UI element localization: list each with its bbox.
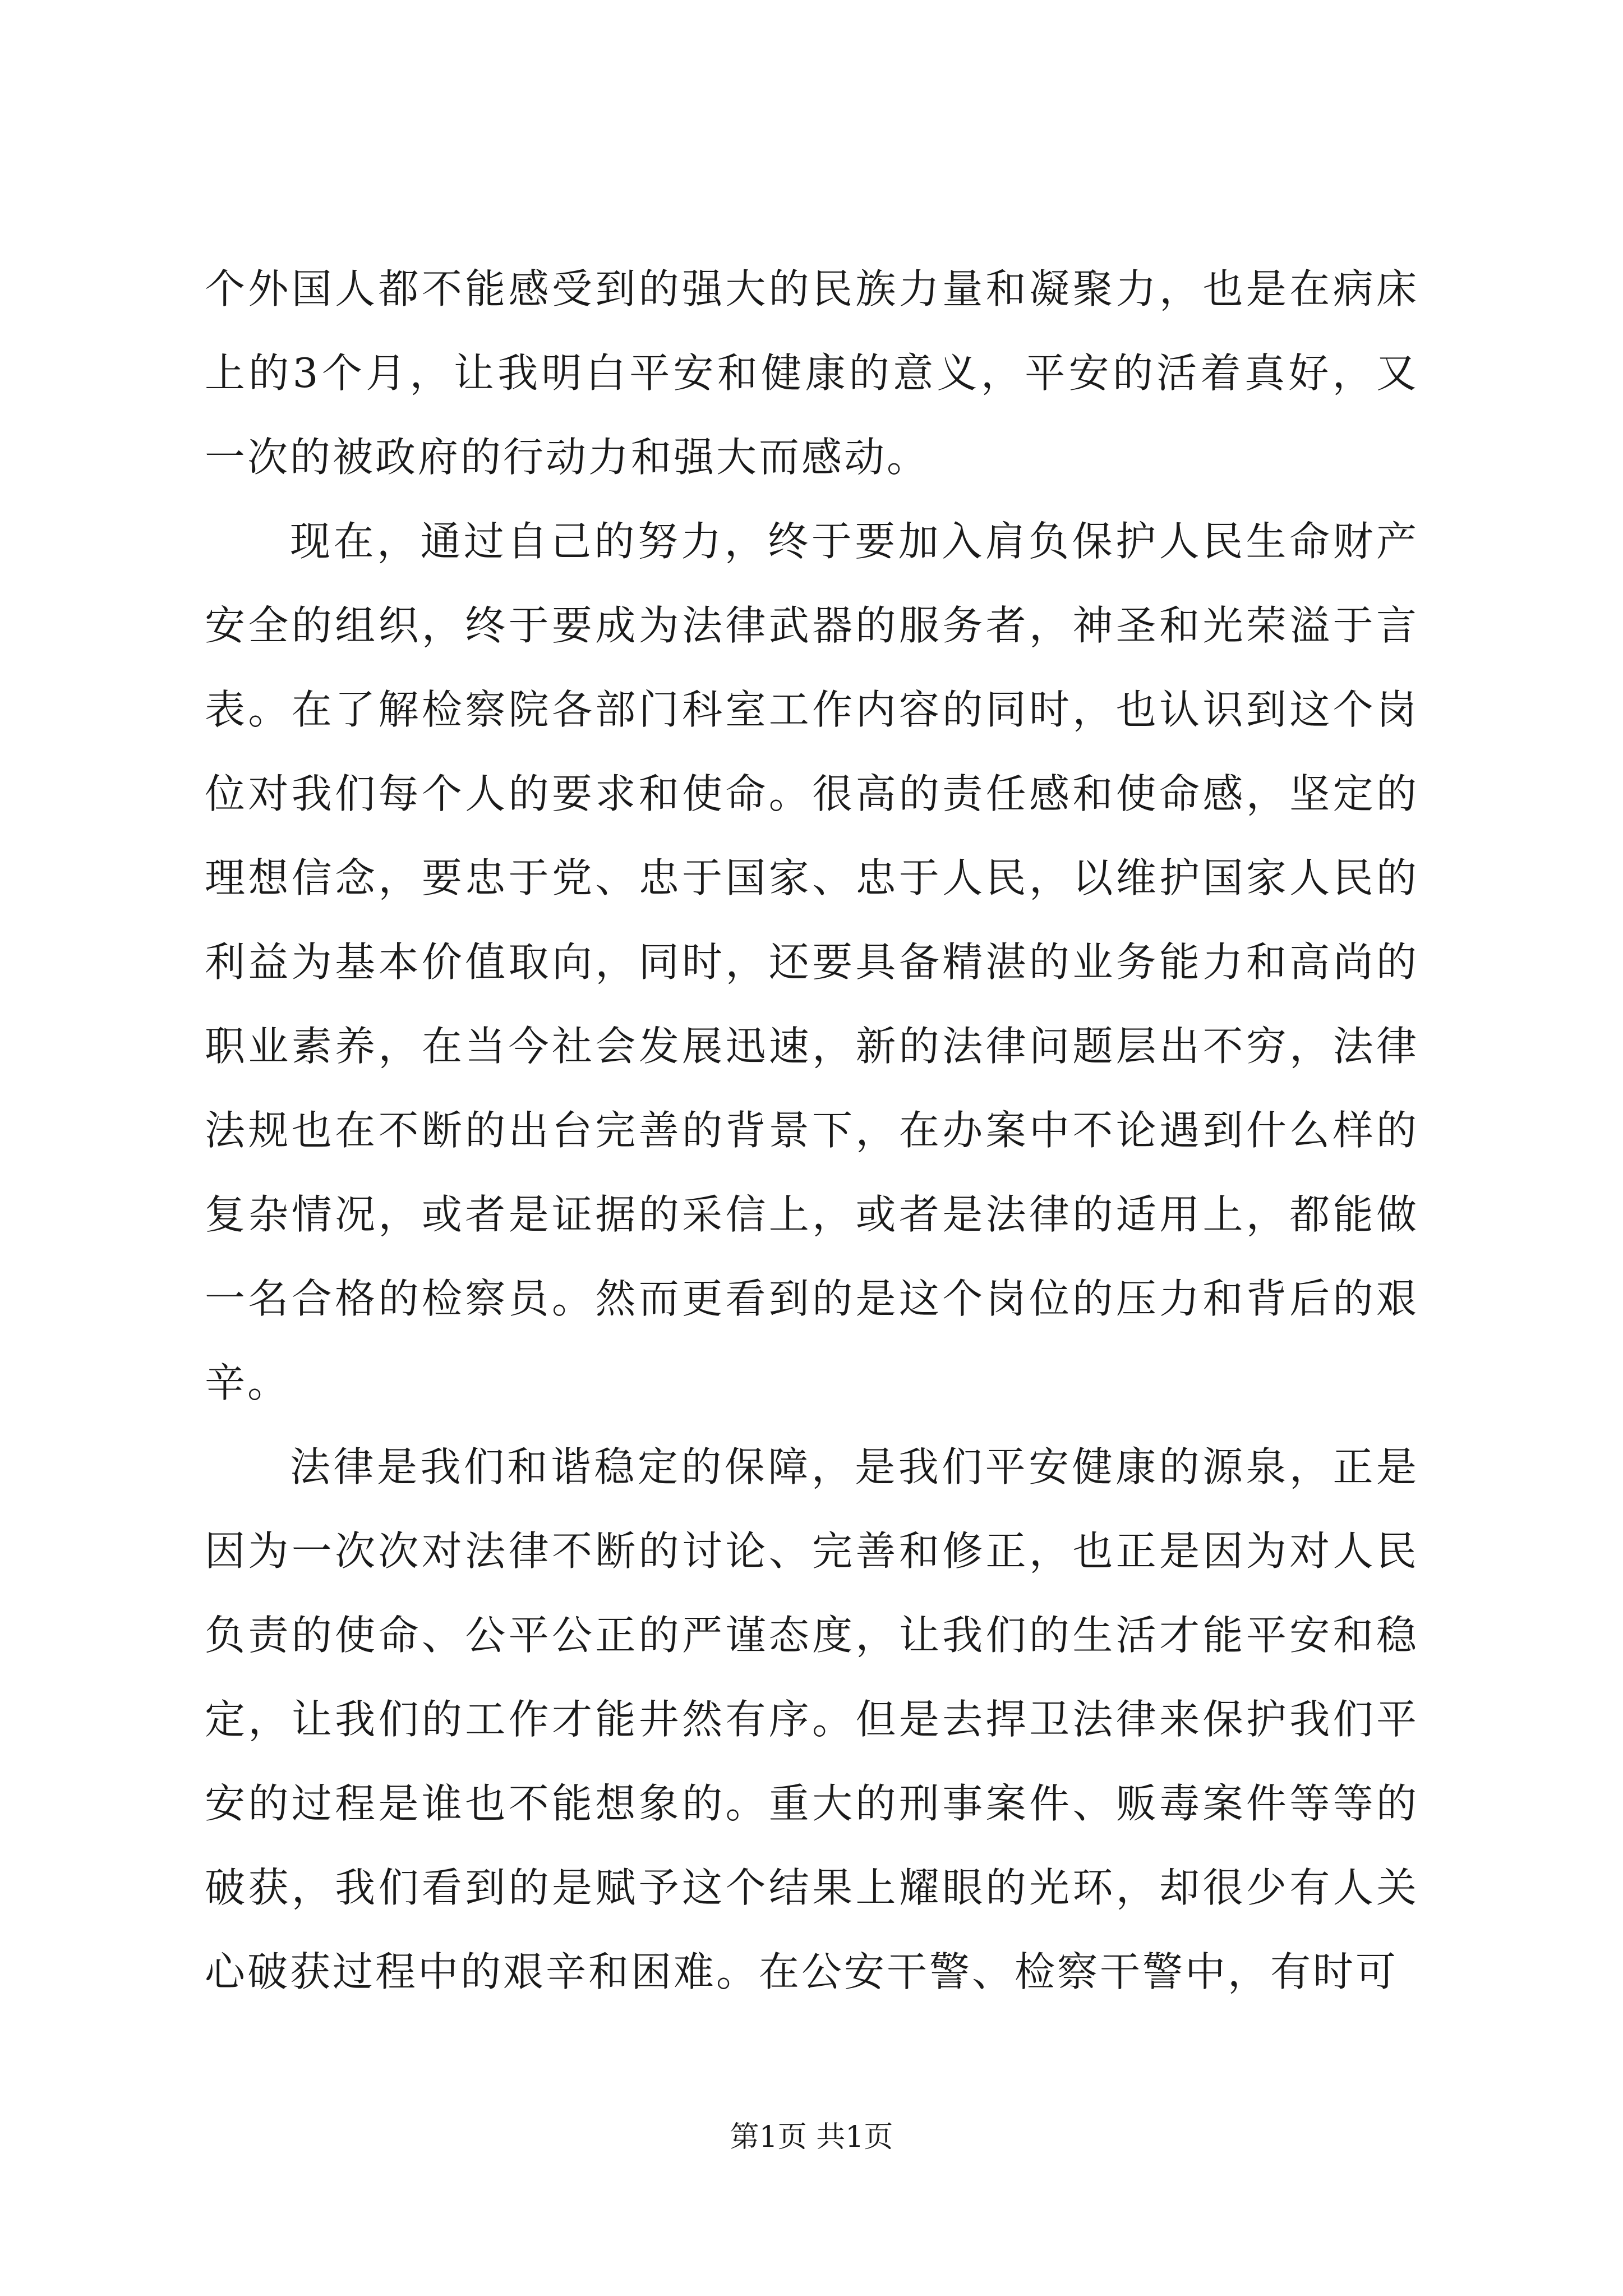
document-body	[205, 247, 1419, 2014]
page-footer: 第1页 共1页	[730, 2120, 893, 2154]
paragraph-1: 个外国人都不能感受到的强大的民族力量和凝聚力，也是在病床上的3个月，让我明白平安和健康的意义，平安的活着真好，又一次的被政府的行动力和强大而感动。	[205, 265, 1419, 481]
paragraph-3: 法律是我们和谐稳定的保障，是我们平安健康的源泉，正是因为一次次对法律不断的讨论、完善和修正，也正是因为对人民负责的使命、公平公正的严谨态度，让我们的生活才能平安和稳定，让我们的工作才能井然有序。但是去捍卫法律来保护我们平安的过程是谁也不能想象的。重大的刑事案件、贩毒案件等等的破获，我们看到的是赋予这个结果上耀眼的光环，却很少有人关心破获过程中的艰辛和困难。在公安干警、检察干警中，有时可	[205, 1443, 1419, 1995]
paragraph-2: 现在，通过自己的努力，终于要加入肩负保护人民生命财产安全的组织，终于要成为法律武器的服务者，神圣和光荣溢于言表。在了解检察院各部门科室工作内容的同时，也认识到这个岗位对我们每个人的要求和使命。很高的责任感和使命感，坚定的理想信念，要忠于党、忠于国家、忠于人民，以维护国家人民的利益为基本价值取向，同时，还要具备精湛的业务能力和高尚的职业素养，在当今社会发展迅速，新的法律问题层出不穷，法律法规也在不断的出台完善的背景下，在办案中不论遇到什么样的复杂情况，或者是证据的采信上，或者是法律的适用上，都能做一名合格的检察员。然而更看到的是这个岗位的压力和背后的艰辛。	[205, 518, 1419, 1406]
